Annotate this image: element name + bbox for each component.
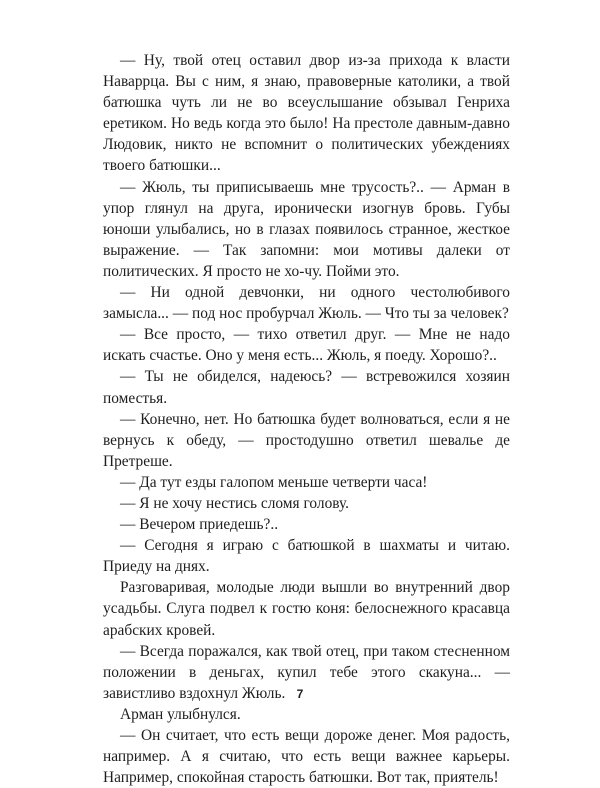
paragraph-12: — Всегда поражался, как твой отец, при таком стесненном положении в деньгах, купил тебе этого скакуна... — завистливо вздохнул Жюль. xyxy=(103,642,510,702)
paragraph-14: — Он считает, что есть вещи дороже денег. Моя радость, например. А я считаю, что есть вещи важнее карьеры. Например, спокойная старость батюшки. Вот так, приятель! xyxy=(103,727,510,787)
paragraph-9: — Вечером приедешь?.. xyxy=(120,516,279,534)
page-number: 7 xyxy=(296,687,304,701)
paragraph-6: — Конечно, нет. Но батюшка будет волноваться, если я не вернусь к обеду, — простодушно ответил шевалье де Претреше. xyxy=(103,410,510,470)
paragraph-1: — Ну, твой отец оставил двор из-за прихода к власти Наваррца. Вы с ним, я знаю, правоверные католики, а твой батюшка чуть ли не во всеуслышание обзывал Генриха еретиком. Но ведь когда это было! На престоле давным-давно Людовик, никто не вспомнит о политических убеждениях твоего батюшки... xyxy=(103,52,510,175)
paragraph-13: Арман улыбнулся. xyxy=(120,705,241,723)
paragraph-7: — Да тут езды галопом меньше четверти часа! xyxy=(120,473,428,491)
paragraph-2: — Жюль, ты приписываешь мне трусость?.. — Арман в упор глянул на друга, иронически изогнув бровь. Губы юноши улыбались, но в глазах появилось странное, жесткое выражение. — Так запомни: мои мотивы далеки от политических. Я просто не хо-чу. Пойми это. xyxy=(103,178,510,280)
paragraph-5: — Ты не обиделся, надеюсь? — встревожился хозяин поместья. xyxy=(103,368,510,407)
paragraph-10: — Сегодня я играю с батюшкой в шахматы и читаю. Приеду на днях. xyxy=(103,537,510,576)
paragraph-4: — Все просто, — тихо ответил друг. — Мне не надо искать счастье. Оно у меня есть... Жюль, я поеду. Хорошо?.. xyxy=(103,326,510,365)
paragraph-3: — Ни одной девчонки, ни одного честолюбивого замысла... — под нос пробурчал Жюль. — Что ты за человек? xyxy=(103,284,510,323)
paragraph-8: — Я не хочу нестись сломя голову. xyxy=(120,494,350,512)
body-text xyxy=(103,50,510,788)
paragraph-11: Разговаривая, молодые люди вышли во внутренний двор усадьбы. Слуга подвел к гостю коня: белоснежного красавца арабских кровей. xyxy=(103,579,510,639)
